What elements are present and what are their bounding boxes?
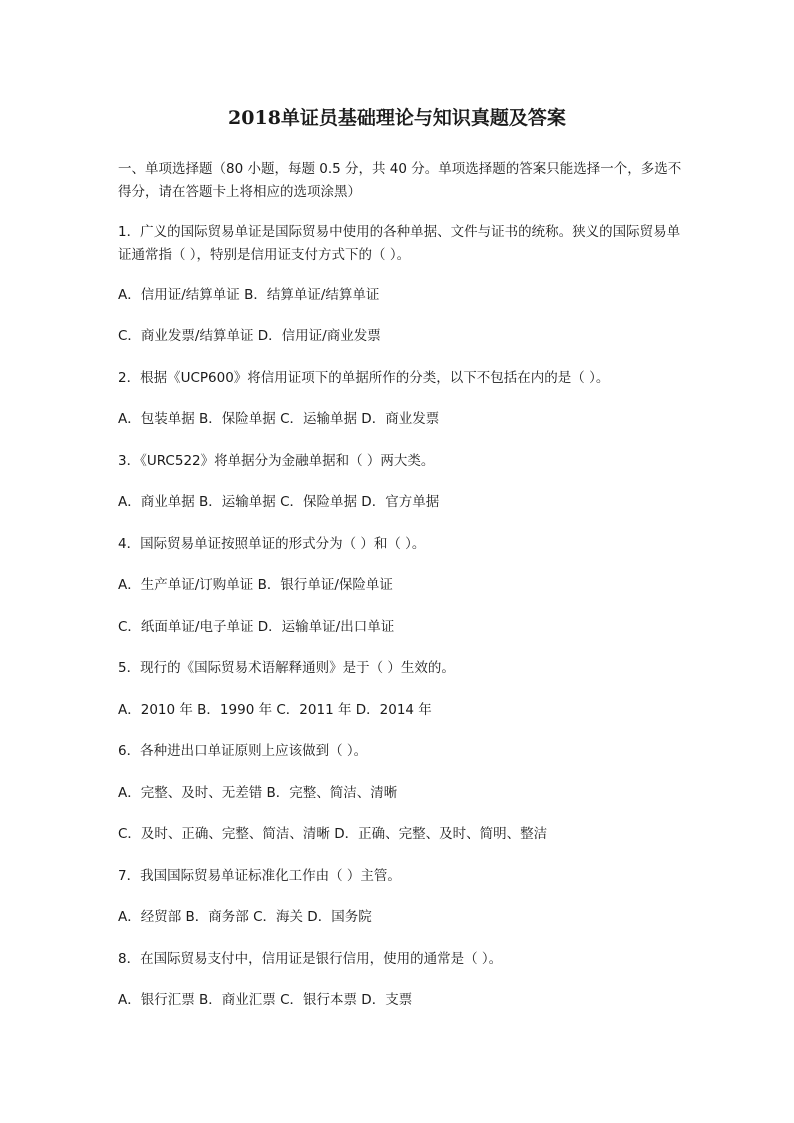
question-7-options: A．经贸部 B．商务部 C．海关 D．国务院 — [118, 909, 372, 925]
question-4-options-a-b: A．生产单证/订购单证 B．银行单证/保险单证 — [118, 577, 393, 593]
document-title: 2018单证员基础理论与知识真题及答案 — [228, 107, 566, 129]
question-7: 7．我国国际贸易单证标准化工作由（ ）主管。 — [118, 868, 401, 884]
question-3: 3．《URC522》将单据分为金融单据和（ ）两大类。 — [118, 453, 435, 469]
question-4: 4．国际贸易单证按照单证的形式分为（ ）和（ ）。 — [118, 536, 426, 552]
question-5-options: A．2010 年 B．1990 年 C．2011 年 D．2014 年 — [118, 702, 432, 718]
question-1-options-c-d: C．商业发票/结算单证 D．信用证/商业发票 — [118, 328, 381, 344]
question-1-options-a-b: A．信用证/结算单证 B．结算单证/结算单证 — [118, 287, 380, 303]
question-2-options: A．包装单据 B．保险单据 C．运输单据 D．商业发票 — [118, 411, 440, 427]
question-8: 8．在国际贸易支付中，信用证是银行信用，使用的通常是（ ）。 — [118, 951, 503, 967]
question-3-options: A．商业单据 B．运输单据 C．保险单据 D．官方单据 — [118, 494, 440, 510]
question-1: 1．广义的国际贸易单证是国际贸易中使用的各种单据、文件与证书的统称。狭义的国际贸易单证通常指（ ），特别是信用证支付方式下的（ ）。 — [118, 224, 681, 263]
question-6-options-a-b: A．完整、及时、无差错 B．完整、简洁、清晰 — [118, 785, 398, 801]
question-2: 2．根据《UCP600》将信用证项下的单据所作的分类，以下不包括在内的是（ ）。 — [118, 370, 610, 386]
section-intro: 一、单项选择题（80 小题，每题 0.5 分，共 40 分。单项选择题的答案只能选择一个，多选不得分，请在答题卡上将相应的选项涂黑） — [118, 161, 682, 200]
question-6-options-c-d: C．及时、正确、完整、简洁、清晰 D．正确、完整、及时、简明、整洁 — [118, 826, 548, 842]
question-4-options-c-d: C．纸面单证/电子单证 D．运输单证/出口单证 — [118, 619, 395, 635]
question-5: 5．现行的《国际贸易术语解释通则》是于（ ）生效的。 — [118, 660, 455, 676]
question-8-options: A．银行汇票 B．商业汇票 C．银行本票 D．支票 — [118, 992, 413, 1008]
question-6: 6．各种进出口单证原则上应该做到（ ）。 — [118, 743, 368, 759]
